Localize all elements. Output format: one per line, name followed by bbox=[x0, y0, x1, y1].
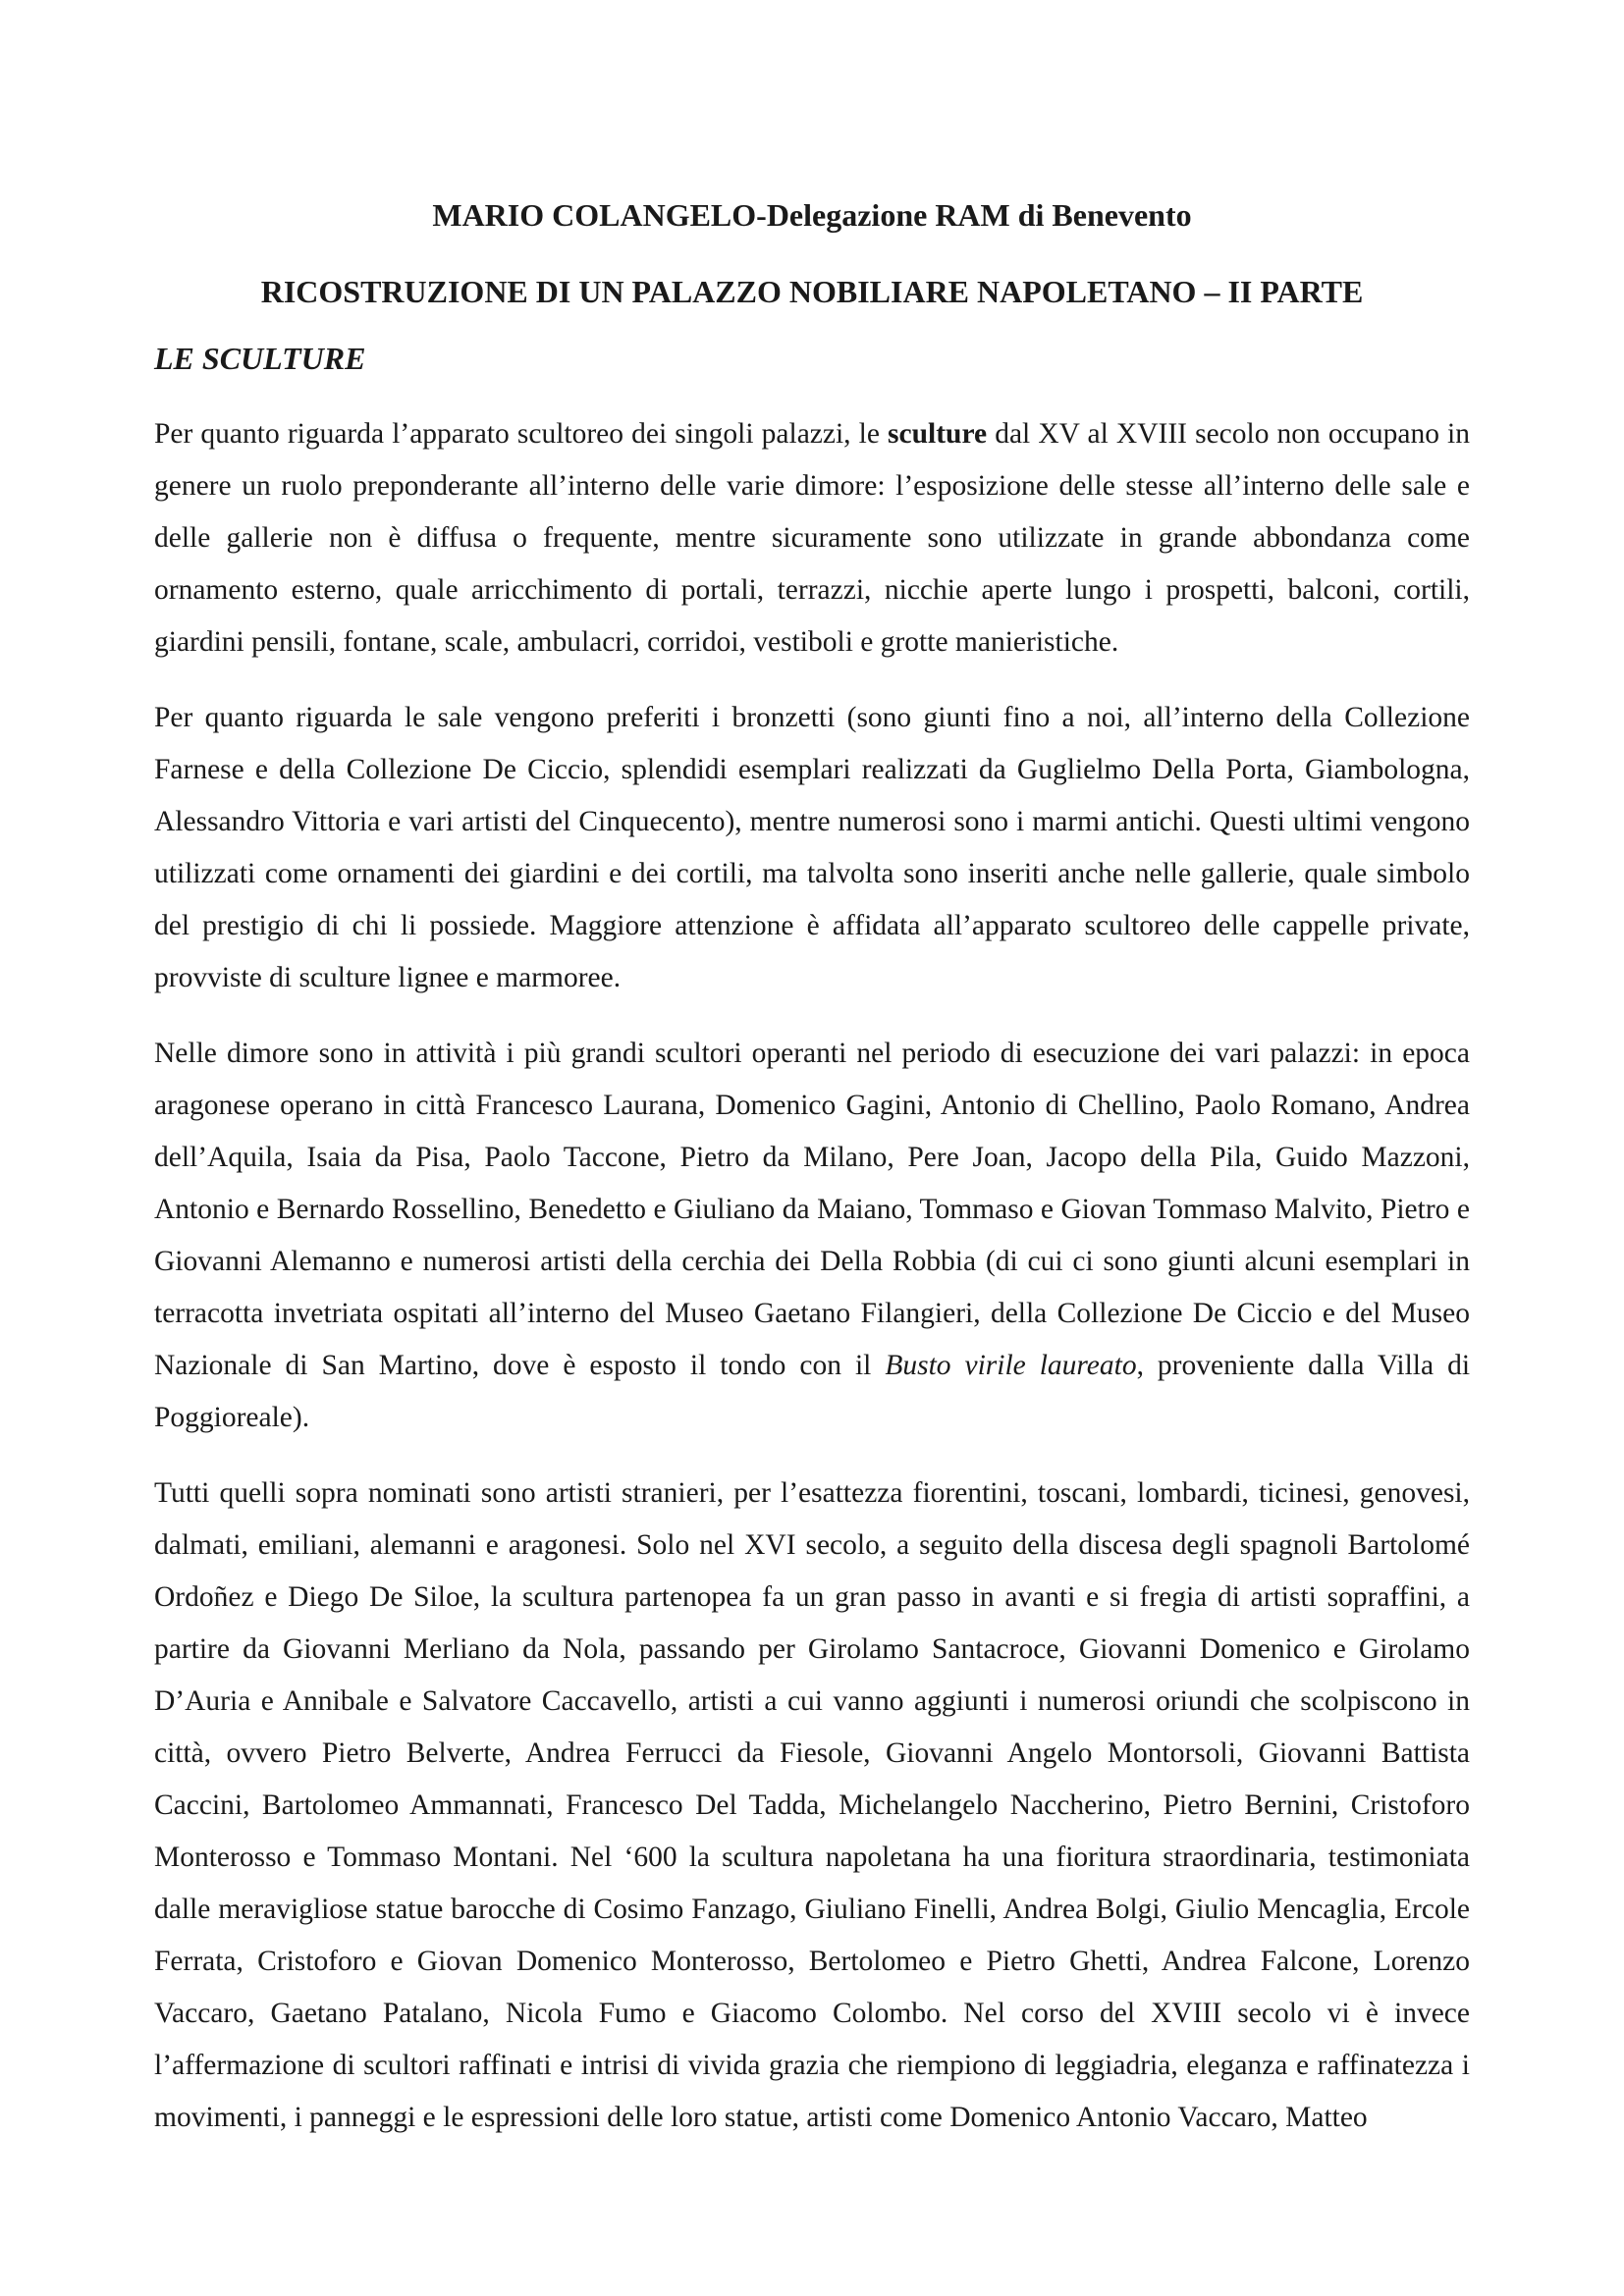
document-title: RICOSTRUZIONE DI UN PALAZZO NOBILIARE NAPOLETANO – II PARTE bbox=[260, 274, 1364, 309]
paragraph-1 bbox=[154, 408, 1470, 668]
paragraph-1-text-a: Per quanto riguarda l’apparato scultoreo dei singoli palazzi, le bbox=[154, 418, 889, 450]
paragraph-3 bbox=[154, 1028, 1470, 1444]
document-body bbox=[154, 188, 1470, 2144]
section-heading: LE SCULTURE bbox=[154, 341, 366, 376]
paragraph-3-artwork-title: Busto virile laureato bbox=[885, 1350, 1137, 1381]
paragraph-1-bold-term: sculture bbox=[888, 418, 988, 450]
paragraph-1-text-b: dal XV al XVIII secolo non occupano in genere un ruolo preponderante all’interno delle varie dimore: l’esposizione delle stesse all’interno delle sale e delle gallerie non è diffusa o frequente, mentre sicuramente sono utilizzate in grande abbondanza come ornamento esterno, quale arricchimento di portali, terrazzi, nicchie aperte lungo i prospetti, balconi, cortili, giardini pensili, fontane, scale, ambulacri, corridoi, vestiboli e grotte manieristiche. bbox=[154, 418, 1470, 658]
paragraph-3-text-b: , proveniente dalla Villa di Poggioreale). bbox=[154, 1350, 1471, 1433]
paragraph-3-text-a: Nelle dimore sono in attività i più grandi scultori operanti nel periodo di esecuzione dei vari palazzi: in epoca aragonese operano in città Francesco Laurana, Domenico Gagini, Antonio di Chellino, Paolo Romano, Andrea dell’Aquila, Isaia da Pisa, Paolo Taccone, Pietro da Milano, Pere Joan, Jacopo della Pila, Guido Mazzoni, Antonio e Bernardo Rossellino, Benedetto e Giuliano da Maiano, Tommaso e Giovan Tommaso Malvito, Pietro e Giovanni Alemanno e numerosi artisti della cerchia dei Della Robbia (di cui ci sono giunti alcuni esemplari in terracotta invetriata ospitati all’interno del Museo Gaetano Filangieri, della Collezione De Ciccio e del Museo Nazionale di San Martino, dove è esposto il tondo con il bbox=[154, 1038, 1470, 1381]
author-heading: MARIO COLANGELO-Delegazione RAM di Benevento bbox=[432, 197, 1192, 233]
paragraph-2: Per quanto riguarda le sale vengono preferiti i bronzetti (sono giunti fino a noi, all’interno della Collezione Farnese e della Collezione De Ciccio, splendidi esemplari realizzati da Guglielmo Della Porta, Giambologna, Alessandro Vittoria e vari artisti del Cinquecento), mentre numerosi sono i marmi antichi. Questi ultimi vengono utilizzati come ornamenti dei giardini e dei cortili, ma talvolta sono inseriti anche nelle gallerie, quale simbolo del prestigio di chi li possiede. Maggiore attenzione è affidata all’apparato scultoreo delle cappelle private, provviste di sculture lignee e marmoree. bbox=[154, 702, 1470, 993]
paragraph-4: Tutti quelli sopra nominati sono artisti stranieri, per l’esattezza fiorentini, toscani, lombardi, ticinesi, genovesi, dalmati, emiliani, alemanni e aragonesi. Solo nel XVI secolo, a seguito della discesa degli spagnoli Bartolomé Ordoñez e Diego De Siloe, la scultura partenopea fa un gran passo in avanti e si fregia di artisti sopraffini, a partire da Giovanni Merliano da Nola, passando per Girolamo Santacroce, Giovanni Domenico e Girolamo D’Auria e Annibale e Salvatore Caccavello, artisti a cui vanno aggiunti i numerosi oriundi che scolpiscono in città, ovvero Pietro Belverte, Andrea Ferrucci da Fiesole, Giovanni Angelo Montorsoli, Giovanni Battista Caccini, Bartolomeo Ammannati, Francesco Del Tadda, Michelangelo Naccherino, Pietro Bernini, Cristoforo Monterosso e Tommaso Montani. Nel ‘600 la scultura napoletana ha una fioritura straordinaria, testimoniata dalle meravigliose statue barocche di Cosimo Fanzago, Giuliano Finelli, Andrea Bolgi, Giulio Mencaglia, Ercole Ferrata, Cristoforo e Giovan Domenico Monterosso, Bertolomeo e Pietro Ghetti, Andrea Falcone, Lorenzo Vaccaro, Gaetano Patalano, Nicola Fumo e Giacomo Colombo. Nel corso del XVIII secolo vi è invece l’affermazione di scultori raffinati e intrisi di vivida grazia che riempiono di leggiadria, eleganza e raffinatezza i movimenti, i panneggi e le espressioni delle loro statue, artisti come Domenico Antonio Vaccaro, Matteo bbox=[154, 1477, 1470, 2133]
